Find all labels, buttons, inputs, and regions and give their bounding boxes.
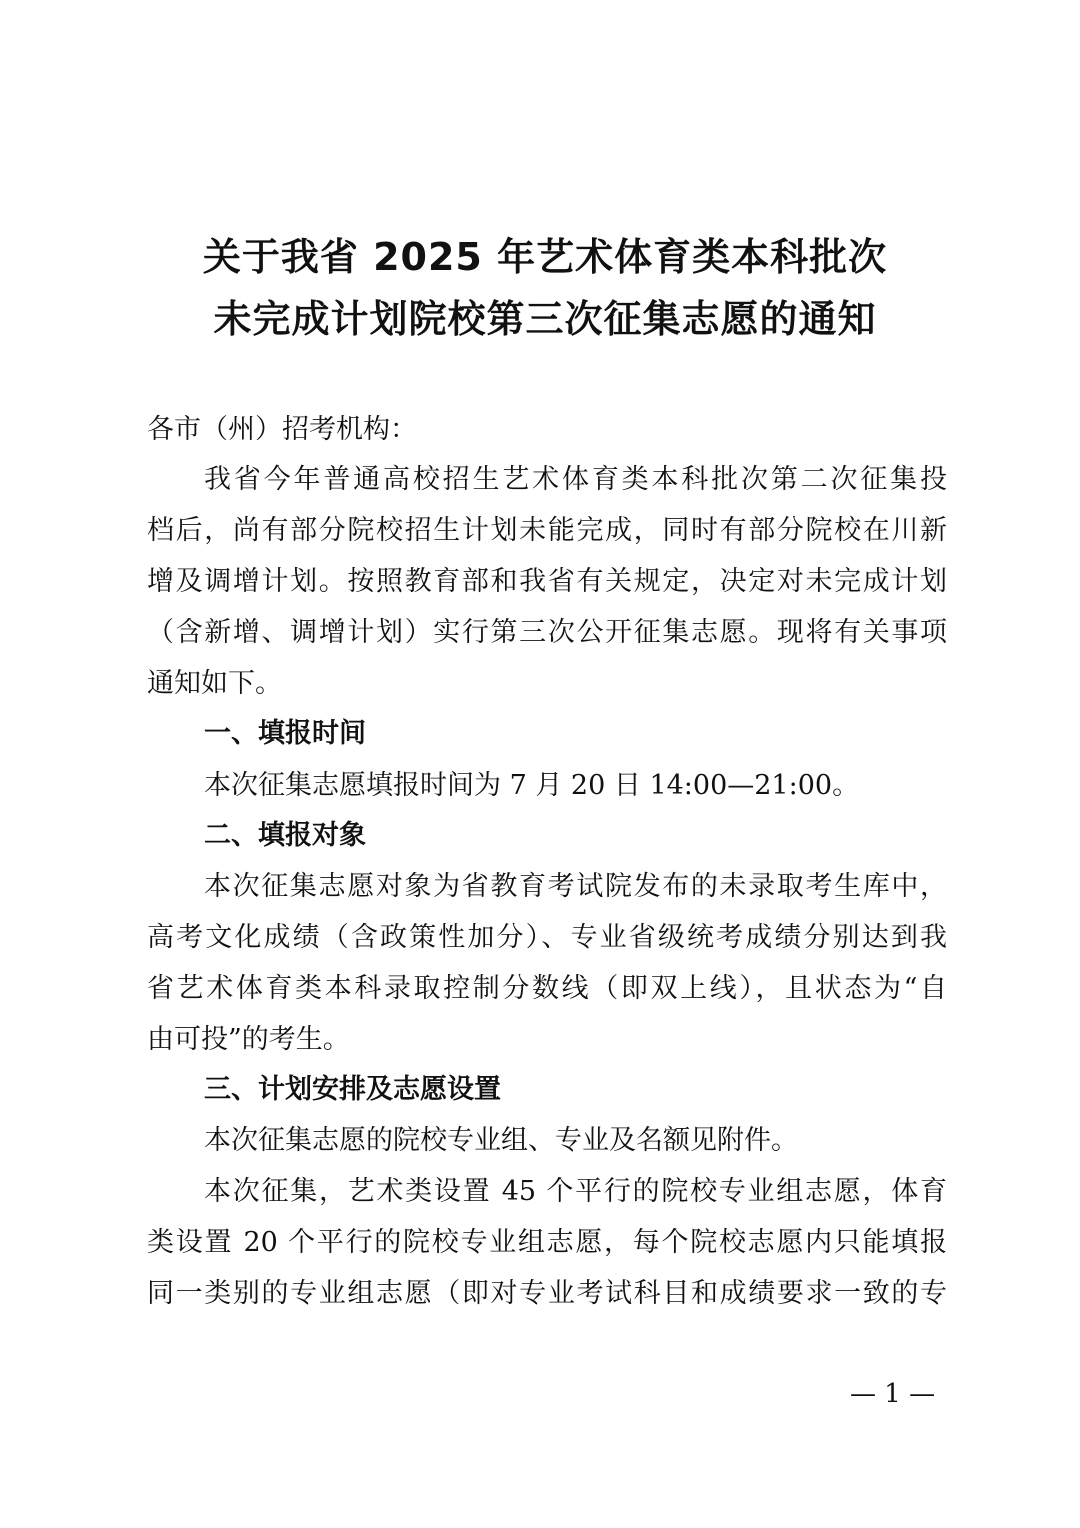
intro-line: 档后，尚有部分院校招生计划未能完成，同时有部分院校在川新 (147, 515, 947, 546)
section-heading-plan-arrangement: 三、计划安排及志愿设置 (204, 1074, 501, 1105)
section-heading-filing-targets: 二、填报对象 (204, 820, 366, 851)
page-number: — 1 — (850, 1379, 936, 1409)
salutation: 各市（州）招考机构： (147, 414, 417, 445)
section-2-line: 省艺术体育类本科录取控制分数线（即双上线），且状态为“自 (147, 973, 947, 1004)
section-1-line: 本次征集志愿填报时间为 7 月 20 日 14:00—21:00。 (204, 770, 860, 801)
section-2-line: 高考文化成绩（含政策性加分）、专业省级统考成绩分别达到我 (147, 922, 947, 953)
intro-line: 增及调增计划。按照教育部和我省有关规定，决定对未完成计划 (147, 566, 947, 597)
intro-line: 通知如下。 (147, 668, 282, 699)
section-3-line: 类设置 20 个平行的院校专业组志愿，每个院校志愿内只能填报 (147, 1227, 947, 1258)
intro-line: （含新增、调增计划）实行第三次公开征集志愿。现将有关事项 (147, 617, 947, 648)
section-heading-filing-time: 一、填报时间 (204, 718, 366, 749)
section-3-line: 同一类别的专业组志愿（即对专业考试科目和成绩要求一致的专 (147, 1278, 947, 1309)
section-3-line: 本次征集志愿的院校专业组、专业及名额见附件。 (204, 1125, 798, 1156)
document-title-line-1: 关于我省 2025 年艺术体育类本科批次 (202, 235, 888, 279)
section-2-line: 本次征集志愿对象为省教育考试院发布的未录取考生库中， (204, 871, 947, 902)
section-2-line: 由可投”的考生。 (147, 1024, 350, 1055)
intro-line: 我省今年普通高校招生艺术体育类本科批次第二次征集投 (204, 464, 947, 495)
document-title-line-2: 未完成计划院校第三次征集志愿的通知 (213, 297, 877, 341)
section-3-line: 本次征集，艺术类设置 45 个平行的院校专业组志愿，体育 (204, 1176, 947, 1207)
